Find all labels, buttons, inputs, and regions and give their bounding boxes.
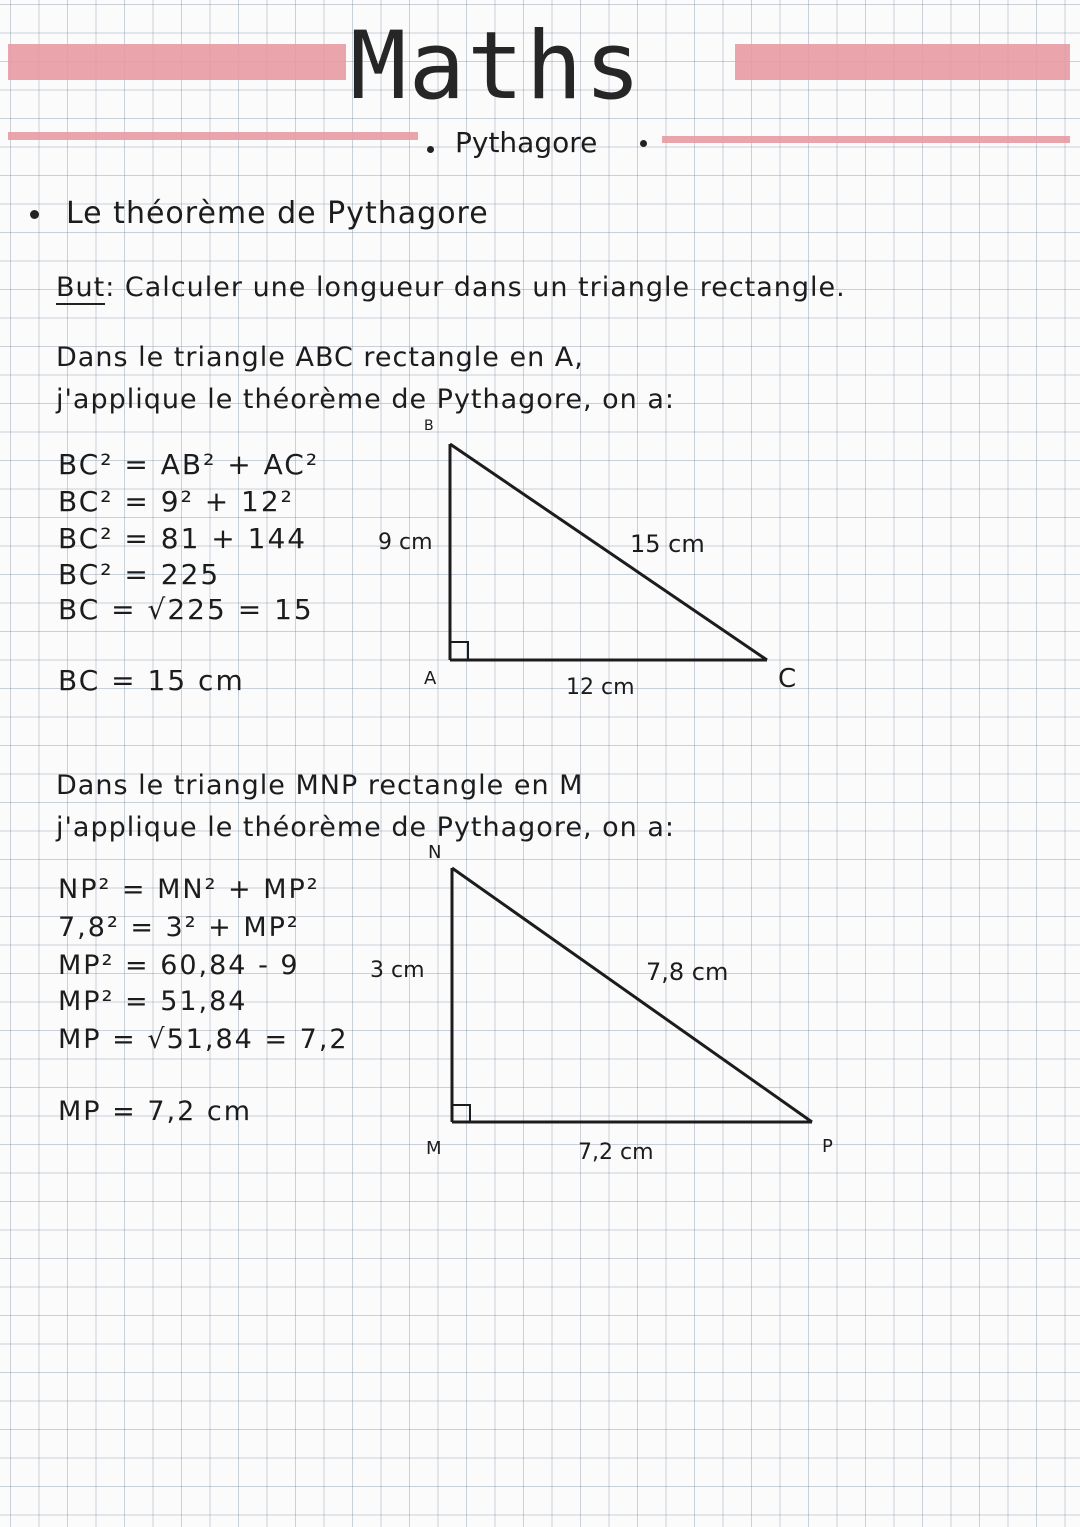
example2-equation: MP² = 60,84 - 9 xyxy=(58,950,300,981)
side-mn-length: 3 cm xyxy=(370,958,425,983)
vertex-p-label: P xyxy=(822,1136,833,1157)
example1-intro-line2: j'applique le théorème de Pythagore, on a: xyxy=(56,384,675,415)
vertex-n-label: N xyxy=(428,842,442,863)
side-bc-length: 15 cm xyxy=(630,530,705,558)
side-mp-length: 7,2 cm xyxy=(578,1140,654,1165)
goal-label: But xyxy=(56,272,106,303)
vertex-c-label: C xyxy=(778,664,798,694)
vertex-a-label: A xyxy=(424,668,437,689)
vertex-m-label: M xyxy=(426,1138,442,1159)
page-title: Maths xyxy=(350,12,643,121)
example2-equation: NP² = MN² + MP² xyxy=(58,874,320,905)
example2-result: MP = 7,2 cm xyxy=(58,1096,253,1127)
example1-equation: BC² = 9² + 12² xyxy=(58,485,294,518)
right-angle-mark-a xyxy=(450,642,468,660)
example1-intro-line1: Dans le triangle ABC rectangle en A, xyxy=(56,342,584,373)
side-bc xyxy=(450,444,767,660)
example1-equation: BC² = 225 xyxy=(58,558,221,591)
example2-equation: 7,8² = 3² + MP² xyxy=(58,912,300,943)
side-np-length: 7,8 cm xyxy=(646,958,729,986)
example2-intro-line2: j'applique le théorème de Pythagore, on a: xyxy=(56,812,675,843)
example2-equation: MP = √51,84 = 7,2 xyxy=(58,1024,349,1055)
example2-equation: MP² = 51,84 xyxy=(58,986,248,1017)
page-subtitle: Pythagore xyxy=(455,126,598,159)
vertex-b-label: B xyxy=(424,418,434,434)
goal-text: : Calculer une longueur dans un triangle rectangle. xyxy=(105,272,846,303)
side-ab-length: 9 cm xyxy=(378,530,433,555)
example1-equation: BC = √225 = 15 xyxy=(58,593,314,626)
triangle-abc xyxy=(450,444,767,660)
triangle-mnp xyxy=(452,868,812,1122)
section-title: Le théorème de Pythagore xyxy=(66,196,489,231)
example2-intro-line1: Dans le triangle MNP rectangle en M xyxy=(56,770,584,801)
side-np xyxy=(452,868,812,1122)
right-angle-mark-m xyxy=(452,1105,470,1122)
side-ac-length: 12 cm xyxy=(566,675,635,700)
example1-equation: BC² = AB² + AC² xyxy=(58,448,320,481)
example1-equation: BC² = 81 + 144 xyxy=(58,522,308,555)
example1-result: BC = 15 cm xyxy=(58,664,245,697)
